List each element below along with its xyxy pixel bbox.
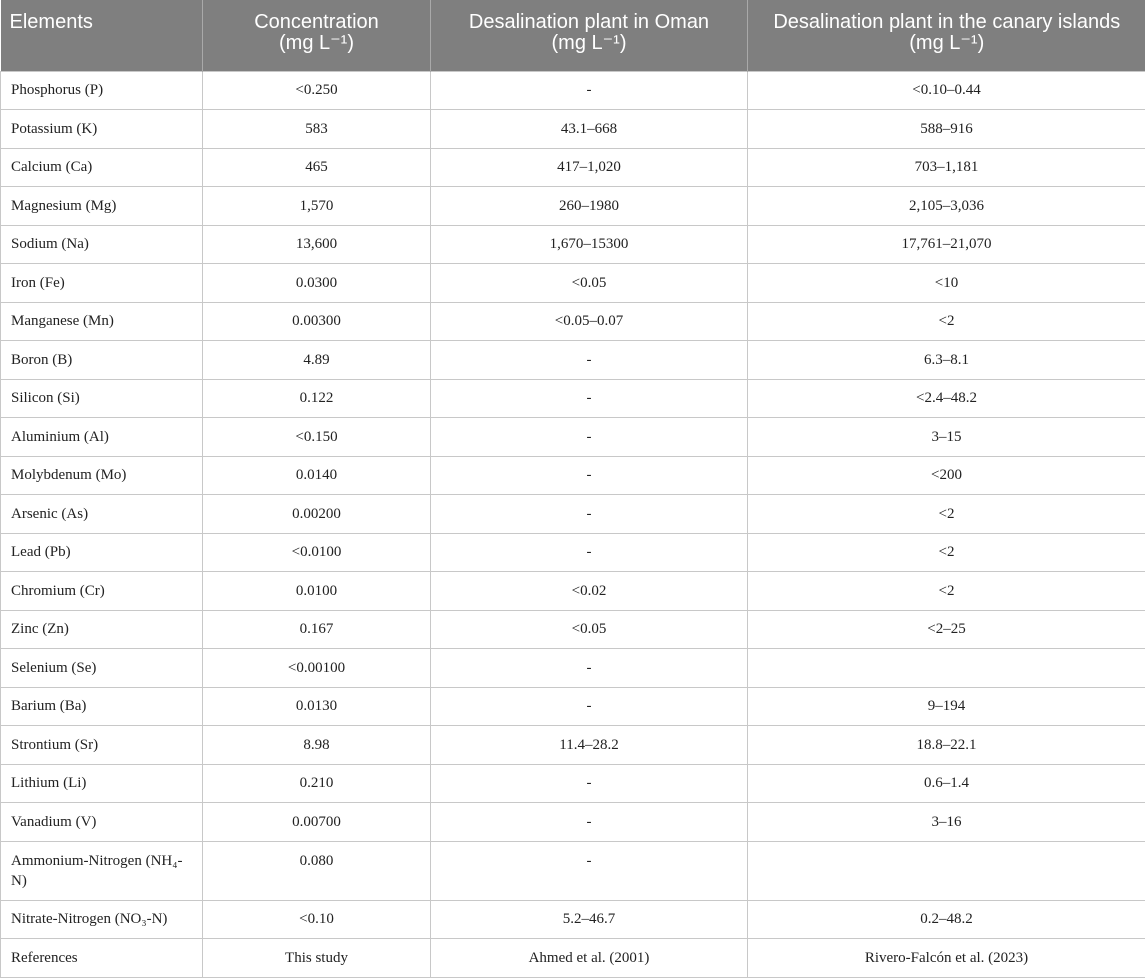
header-unit: (mg L⁻¹) [207, 33, 426, 54]
cell-canary: <200 [748, 456, 1145, 495]
cell-concentration: 8.98 [203, 726, 431, 765]
cell-concentration: 0.00300 [203, 302, 431, 341]
cell-element: Zinc (Zn) [1, 610, 203, 649]
cell-element: References [1, 939, 203, 978]
cell-concentration: 13,600 [203, 225, 431, 264]
cell-canary: Rivero-Falcón et al. (2023) [748, 939, 1145, 978]
cell-oman: 1,670–15300 [431, 225, 748, 264]
cell-canary: 703–1,181 [748, 148, 1145, 187]
table-row [1, 726, 1145, 765]
cell-concentration: <0.0100 [203, 533, 431, 572]
table-row [1, 533, 1145, 572]
cell-concentration: 0.00200 [203, 495, 431, 534]
cell-element: Selenium (Se) [1, 649, 203, 688]
cell-element: Vanadium (V) [1, 803, 203, 842]
cell-canary: 18.8–22.1 [748, 726, 1145, 765]
header-label: Desalination plant in the canary islands [752, 12, 1142, 33]
cell-oman: 5.2–46.7 [431, 900, 748, 939]
cell-element: Nitrate-Nitrogen (NO₃-N) [1, 900, 203, 939]
cell-canary: 17,761–21,070 [748, 225, 1145, 264]
table-header [1, 0, 1145, 71]
table-row [1, 302, 1145, 341]
table-row [1, 379, 1145, 418]
cell-element: Iron (Fe) [1, 264, 203, 303]
table-row [1, 803, 1145, 842]
cell-concentration: 1,570 [203, 187, 431, 226]
cell-oman: <0.02 [431, 572, 748, 611]
cell-oman: 11.4–28.2 [431, 726, 748, 765]
cell-concentration: 0.0140 [203, 456, 431, 495]
cell-canary: 0.6–1.4 [748, 764, 1145, 803]
cell-oman: <0.05–0.07 [431, 302, 748, 341]
cell-canary: <2 [748, 572, 1145, 611]
cell-canary: 2,105–3,036 [748, 187, 1145, 226]
cell-concentration: 0.080 [203, 841, 431, 900]
cell-element: Arsenic (As) [1, 495, 203, 534]
cell-concentration: 4.89 [203, 341, 431, 380]
header-concentration [203, 0, 431, 71]
cell-oman: - [431, 495, 748, 534]
cell-concentration: 0.00700 [203, 803, 431, 842]
cell-concentration: 0.167 [203, 610, 431, 649]
cell-canary: 6.3–8.1 [748, 341, 1145, 380]
cell-element: Lithium (Li) [1, 764, 203, 803]
table-row [1, 264, 1145, 303]
cell-canary: <10 [748, 264, 1145, 303]
cell-oman: 43.1–668 [431, 110, 748, 149]
cell-oman: - [431, 341, 748, 380]
cell-canary: <0.10–0.44 [748, 71, 1145, 110]
cell-canary: <2 [748, 302, 1145, 341]
cell-concentration: This study [203, 939, 431, 978]
table-row [1, 456, 1145, 495]
header-elements [1, 0, 203, 71]
header-canary [748, 0, 1145, 71]
table-row [1, 187, 1145, 226]
cell-oman: 417–1,020 [431, 148, 748, 187]
cell-oman: - [431, 687, 748, 726]
table-row [1, 764, 1145, 803]
cell-element: Boron (B) [1, 341, 203, 380]
cell-concentration: 0.0300 [203, 264, 431, 303]
cell-oman: - [431, 764, 748, 803]
cell-element: Manganese (Mn) [1, 302, 203, 341]
cell-oman: 260–1980 [431, 187, 748, 226]
table-row [1, 148, 1145, 187]
cell-element: Potassium (K) [1, 110, 203, 149]
table-row [1, 939, 1145, 978]
cell-canary: 9–194 [748, 687, 1145, 726]
cell-concentration: 0.0130 [203, 687, 431, 726]
header-row [1, 0, 1145, 71]
cell-concentration: <0.10 [203, 900, 431, 939]
cell-oman: - [431, 533, 748, 572]
cell-canary [748, 649, 1145, 688]
cell-element: Phosphorus (P) [1, 71, 203, 110]
table-row [1, 841, 1145, 900]
table-row [1, 341, 1145, 380]
cell-canary [748, 841, 1145, 900]
header-unit: (mg L⁻¹) [435, 33, 743, 54]
table-row [1, 110, 1145, 149]
table-row [1, 900, 1145, 939]
cell-canary: 3–15 [748, 418, 1145, 457]
cell-canary: 3–16 [748, 803, 1145, 842]
cell-element: Silicon (Si) [1, 379, 203, 418]
cell-element: Strontium (Sr) [1, 726, 203, 765]
cell-element: Calcium (Ca) [1, 148, 203, 187]
header-label: Elements [10, 12, 199, 33]
table-row [1, 71, 1145, 110]
cell-canary: <2–25 [748, 610, 1145, 649]
cell-oman: - [431, 841, 748, 900]
table-row [1, 572, 1145, 611]
header-unit: (mg L⁻¹) [752, 33, 1142, 54]
cell-concentration: 465 [203, 148, 431, 187]
cell-oman: - [431, 803, 748, 842]
header-label: Desalination plant in Oman [435, 12, 743, 33]
cell-concentration: <0.250 [203, 71, 431, 110]
cell-concentration: <0.00100 [203, 649, 431, 688]
table-row [1, 418, 1145, 457]
cell-oman: - [431, 649, 748, 688]
cell-oman: Ahmed et al. (2001) [431, 939, 748, 978]
cell-element: Sodium (Na) [1, 225, 203, 264]
header-oman [431, 0, 748, 71]
cell-concentration: 0.210 [203, 764, 431, 803]
cell-concentration: 0.122 [203, 379, 431, 418]
cell-element: Chromium (Cr) [1, 572, 203, 611]
header-label: Concentration [207, 12, 426, 33]
cell-concentration: <0.150 [203, 418, 431, 457]
cell-oman: - [431, 456, 748, 495]
cell-element: Lead (Pb) [1, 533, 203, 572]
table-row [1, 495, 1145, 534]
table-body [1, 71, 1145, 977]
cell-element: Molybdenum (Mo) [1, 456, 203, 495]
cell-oman: <0.05 [431, 264, 748, 303]
cell-canary: 0.2–48.2 [748, 900, 1145, 939]
cell-canary: 588–916 [748, 110, 1145, 149]
cell-canary: <2 [748, 495, 1145, 534]
table-row [1, 225, 1145, 264]
cell-oman: - [431, 379, 748, 418]
table-row [1, 649, 1145, 688]
cell-concentration: 583 [203, 110, 431, 149]
table-row [1, 687, 1145, 726]
cell-canary: <2.4–48.2 [748, 379, 1145, 418]
cell-element: Magnesium (Mg) [1, 187, 203, 226]
cell-oman: - [431, 71, 748, 110]
table-row [1, 610, 1145, 649]
cell-element: Aluminium (Al) [1, 418, 203, 457]
cell-concentration: 0.0100 [203, 572, 431, 611]
cell-oman: <0.05 [431, 610, 748, 649]
cell-canary: <2 [748, 533, 1145, 572]
cell-element: Ammonium-Nitrogen (NH₄-N) [1, 841, 203, 900]
cell-element: Barium (Ba) [1, 687, 203, 726]
cell-oman: - [431, 418, 748, 457]
